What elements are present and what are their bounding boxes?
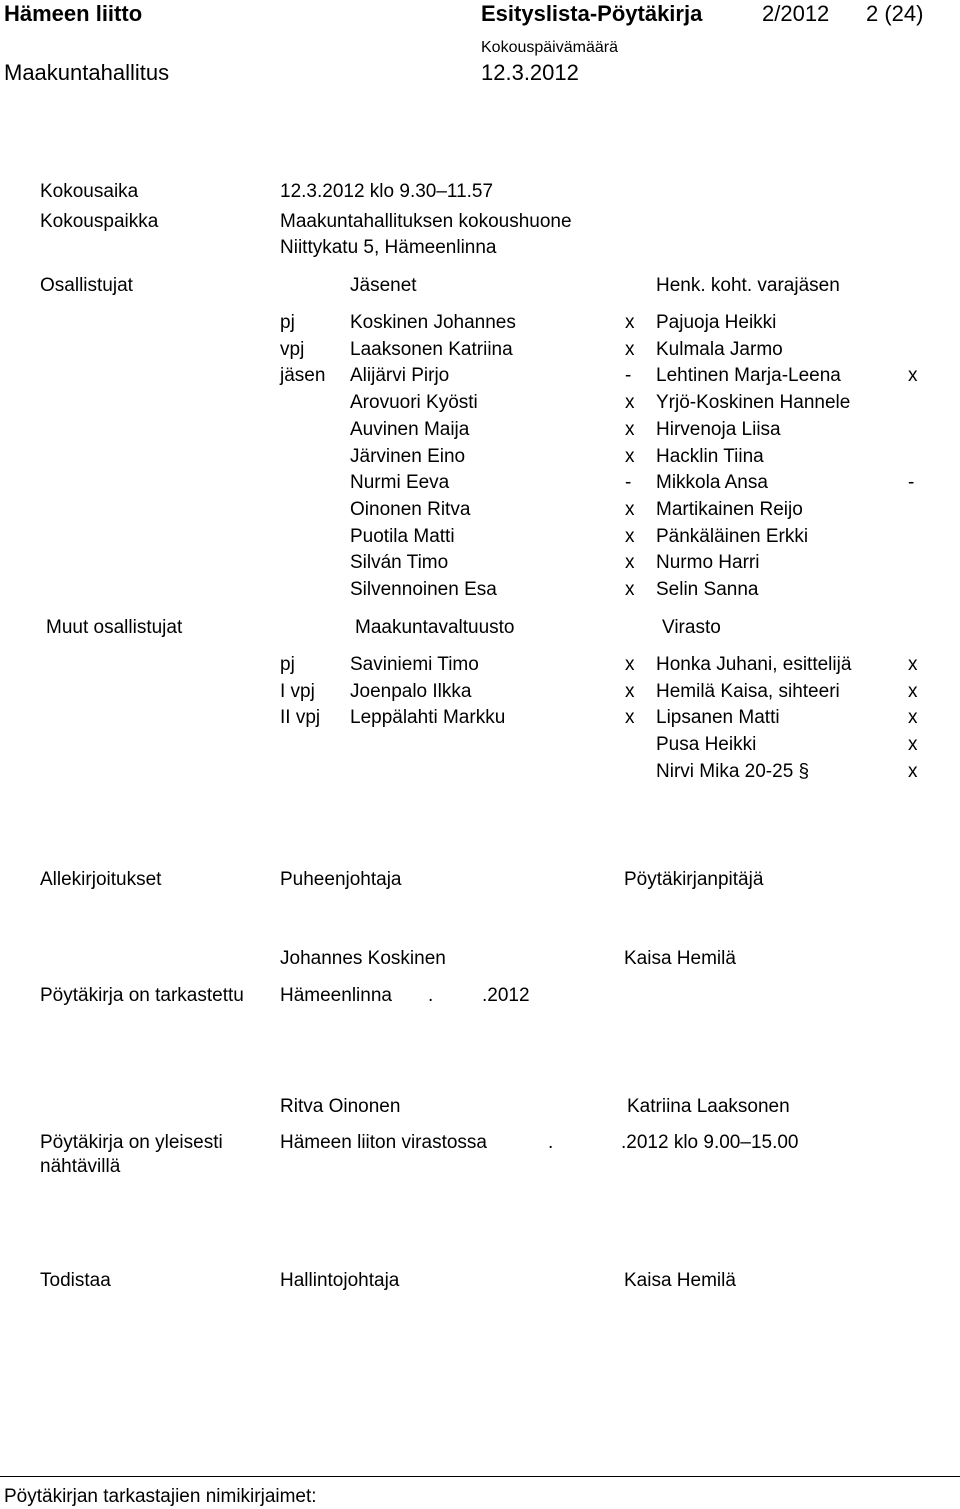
chair-title: Puheenjohtaja bbox=[280, 869, 402, 890]
meeting-place-line1: Maakuntahallituksen kokoushuone bbox=[280, 211, 572, 232]
participant-deputy: Kulmala Jarmo bbox=[656, 338, 783, 360]
secretary-name: Kaisa Hemilä bbox=[624, 948, 736, 969]
participant-attendance-mark: - bbox=[625, 365, 632, 387]
other-council-member: Joenpalo Ilkka bbox=[350, 680, 472, 702]
other-council-mark: x bbox=[625, 707, 635, 729]
certify-label: Todistaa bbox=[40, 1270, 111, 1291]
other-office-mark: x bbox=[908, 760, 918, 782]
participant-deputy: Hacklin Tiina bbox=[656, 445, 764, 467]
participant-deputy: Mikkola Ansa bbox=[656, 472, 768, 494]
public-label-line1: Pöytäkirja on yleisesti bbox=[40, 1132, 223, 1153]
other-office-member: Honka Juhani, esittelijä bbox=[656, 654, 852, 675]
participant-attendance-mark: x bbox=[625, 525, 635, 547]
participant-role: vpj bbox=[280, 338, 305, 360]
participant-member: Alijärvi Pirjo bbox=[350, 365, 450, 387]
public-label-line2: nähtävillä bbox=[40, 1156, 121, 1177]
participant-deputy: Yrjö-Koskinen Hannele bbox=[656, 392, 851, 414]
participant-attendance-mark: x bbox=[625, 312, 635, 333]
other-role: II vpj bbox=[280, 707, 321, 729]
other-role: pj bbox=[280, 654, 295, 675]
body-name: Maakuntahallitus bbox=[4, 60, 170, 85]
meeting-time-value: 12.3.2012 klo 9.30–11.57 bbox=[280, 181, 494, 202]
date-label: Kokouspäivämäärä bbox=[481, 39, 618, 56]
page-number: 2 (24) bbox=[866, 1, 924, 26]
deputy-attendance-mark: - bbox=[908, 472, 915, 494]
meeting-place-line2: Niittykatu 5, Hämeenlinna bbox=[280, 237, 497, 258]
participant-deputy: Hirvenoja Liisa bbox=[656, 418, 781, 440]
participant-attendance-mark: x bbox=[625, 498, 635, 520]
other-office-mark: x bbox=[908, 734, 918, 756]
meeting-date: 12.3.2012 bbox=[481, 60, 579, 85]
participant-attendance-mark: - bbox=[625, 472, 632, 494]
secretary-title: Pöytäkirjanpitäjä bbox=[624, 869, 764, 890]
certify-title: Hallintojohtaja bbox=[280, 1270, 400, 1291]
certify-name: Kaisa Hemilä bbox=[624, 1270, 736, 1291]
participant-member: Laaksonen Katriina bbox=[350, 338, 513, 360]
checked-place: Hämeenlinna bbox=[280, 985, 392, 1006]
participant-attendance-mark: x bbox=[625, 418, 635, 440]
participant-deputy: Pajuoja Heikki bbox=[656, 312, 777, 333]
public-date-rest: .2012 klo 9.00–15.00 bbox=[621, 1132, 799, 1153]
other-council-member: Leppälahti Markku bbox=[350, 707, 506, 729]
participant-member: Puotila Matti bbox=[350, 525, 455, 547]
participant-attendance-mark: x bbox=[625, 392, 635, 414]
other-office-mark: x bbox=[908, 680, 918, 702]
participant-member: Järvinen Eino bbox=[350, 445, 466, 467]
chair-name: Johannes Koskinen bbox=[280, 948, 446, 969]
initials-label: Pöytäkirjan tarkastajien nimikirjaimet: bbox=[4, 1486, 317, 1507]
other-council-mark: x bbox=[625, 680, 635, 702]
participant-attendance-mark: x bbox=[625, 445, 635, 467]
office-column-header: Virasto bbox=[662, 617, 721, 638]
document-number: 2/2012 bbox=[762, 1, 830, 26]
other-office-member: Nirvi Mika 20-25 § bbox=[656, 760, 810, 782]
participant-role: jäsen bbox=[280, 365, 326, 387]
others-label: Muut osallistujat bbox=[46, 617, 183, 638]
deputy-attendance-mark: x bbox=[908, 365, 918, 387]
other-office-member: Hemilä Kaisa, sihteeri bbox=[656, 680, 840, 702]
participant-deputy: Lehtinen Marja-Leena bbox=[656, 365, 841, 387]
other-office-member: Lipsanen Matti bbox=[656, 707, 780, 729]
footer-divider bbox=[0, 1476, 960, 1477]
meeting-time-label: Kokousaika bbox=[40, 181, 139, 202]
participant-deputy: Martikainen Reijo bbox=[656, 498, 803, 520]
other-council-member: Saviniemi Timo bbox=[350, 654, 479, 675]
meeting-place-label: Kokouspaikka bbox=[40, 211, 159, 232]
checked-label: Pöytäkirja on tarkastettu bbox=[40, 985, 244, 1006]
checker-1-name: Ritva Oinonen bbox=[280, 1096, 401, 1117]
participant-member: Oinonen Ritva bbox=[350, 498, 471, 520]
org-name: Hämeen liitto bbox=[4, 1, 143, 26]
other-office-mark: x bbox=[908, 707, 918, 729]
participant-member: Silván Timo bbox=[350, 552, 449, 574]
other-office-mark: x bbox=[908, 654, 918, 675]
participant-attendance-mark: x bbox=[625, 338, 635, 360]
checker-2-name: Katriina Laaksonen bbox=[627, 1096, 790, 1117]
participant-deputy: Pänkäläinen Erkki bbox=[656, 525, 809, 547]
participant-member: Nurmi Eeva bbox=[350, 472, 450, 494]
participant-member: Auvinen Maija bbox=[350, 418, 470, 440]
signatures-label: Allekirjoitukset bbox=[40, 869, 162, 890]
checked-date-year: .2012 bbox=[482, 985, 530, 1006]
other-office-member: Pusa Heikki bbox=[656, 734, 757, 756]
other-council-mark: x bbox=[625, 654, 635, 675]
members-column-header: Jäsenet bbox=[350, 275, 417, 296]
participant-member: Koskinen Johannes bbox=[350, 312, 516, 333]
public-date-dot: . bbox=[548, 1132, 554, 1153]
public-place: Hämeen liiton virastossa bbox=[280, 1132, 487, 1153]
participants-label: Osallistujat bbox=[40, 275, 133, 296]
document-type: Esityslista-Pöytäkirja bbox=[481, 1, 703, 26]
participant-member: Arovuori Kyösti bbox=[350, 392, 478, 414]
participant-attendance-mark: x bbox=[625, 552, 635, 574]
participant-deputy: Selin Sanna bbox=[656, 579, 759, 600]
checked-date-dot: . bbox=[428, 985, 434, 1006]
council-column-header: Maakuntavaltuusto bbox=[355, 617, 515, 638]
participant-attendance-mark: x bbox=[625, 579, 635, 600]
participant-member: Silvennoinen Esa bbox=[350, 579, 497, 600]
other-role: I vpj bbox=[280, 680, 315, 702]
deputy-column-header: Henk. koht. varajäsen bbox=[656, 275, 840, 296]
participant-role: pj bbox=[280, 312, 295, 333]
participant-deputy: Nurmo Harri bbox=[656, 552, 760, 574]
